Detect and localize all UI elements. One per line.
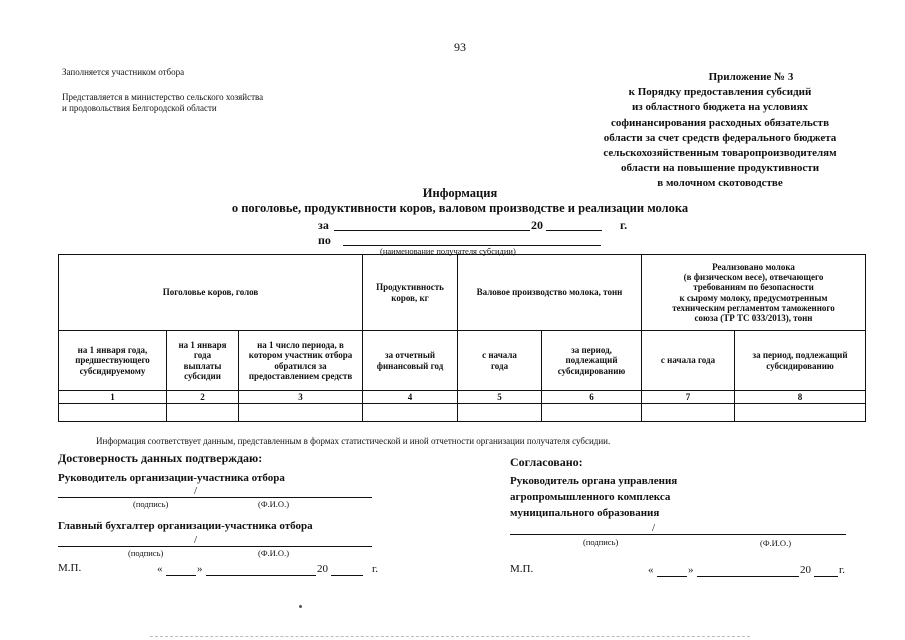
col-header-6 bbox=[542, 331, 642, 391]
date-close-quote-left: » bbox=[197, 563, 203, 575]
table-cell[interactable] bbox=[642, 404, 735, 422]
stamp-label-left: М.П. bbox=[58, 562, 82, 574]
group-livestock-label: Поголовье коров, голов bbox=[162, 287, 259, 298]
agency-title-line1: Руководитель органа управления bbox=[510, 475, 678, 487]
group-sold-line: союза (ТР ТС 033/2013), тонн bbox=[694, 313, 813, 324]
col-header-3 bbox=[239, 331, 363, 391]
date-day-line-left[interactable] bbox=[166, 575, 196, 576]
appendix-line: из областного бюджета на условиях bbox=[631, 101, 809, 114]
appendix-line: области на повышение продуктивности bbox=[620, 162, 820, 175]
col-number: 8 bbox=[735, 391, 866, 404]
agency-signature-slash: / bbox=[652, 522, 656, 534]
appendix-line: сельскохозяйственным товаропроизводителям bbox=[603, 147, 837, 160]
col-header-label: за отчетный финансовый год bbox=[376, 350, 444, 371]
appendix-line: в молочном скотоводстве bbox=[657, 177, 783, 190]
col-number: 3 bbox=[239, 391, 363, 404]
col-number: 6 bbox=[542, 391, 642, 404]
table-cell[interactable] bbox=[363, 404, 458, 422]
head-signature-caption: (подпись) bbox=[133, 499, 169, 509]
head-signature-line[interactable] bbox=[58, 497, 372, 498]
date-year-prefix-right: 20 bbox=[800, 564, 811, 576]
group-gross-label: Валовое производство молока, тонн bbox=[476, 287, 623, 298]
data-table bbox=[58, 254, 866, 422]
table-data-row bbox=[59, 404, 866, 422]
col-header-label: на 1 число периода, в котором участник отбора обратился за предоставлением средств bbox=[248, 339, 353, 381]
table-cell[interactable] bbox=[167, 404, 239, 422]
date-year-line-right[interactable] bbox=[814, 576, 838, 577]
submitted-note-line2: и продовольствия Белгородской области bbox=[62, 103, 217, 113]
col-number: 7 bbox=[642, 391, 735, 404]
scan-edge-mark bbox=[150, 636, 750, 637]
col-header-label: с начала года bbox=[482, 350, 517, 371]
period-fill-line[interactable] bbox=[334, 230, 530, 231]
stamp-label-right: М.П. bbox=[510, 563, 534, 575]
group-livestock-header bbox=[59, 255, 363, 331]
agency-title-line3: муниципального образования bbox=[510, 507, 660, 519]
group-sold-line: к сырому молоку, предусмотренным bbox=[679, 292, 828, 303]
scan-speck bbox=[299, 605, 302, 608]
page-number: 93 bbox=[454, 40, 466, 54]
group-sold-header bbox=[642, 255, 866, 331]
accountant-signature-line[interactable] bbox=[58, 546, 372, 547]
table-numbering-row bbox=[59, 391, 866, 404]
document-subtitle: о поголовье, продуктивности коров, валовом производстве и реализации молока bbox=[231, 201, 689, 215]
filled-by-note: Заполняется участником отбора bbox=[62, 67, 185, 77]
date-month-line-right[interactable] bbox=[697, 576, 799, 577]
col-header-label: на 1 января года выплаты субсидии bbox=[178, 339, 227, 381]
table-cell[interactable] bbox=[239, 404, 363, 422]
appendix-line: к Порядку предоставления субсидий bbox=[628, 86, 812, 99]
col-header-label: за период, подлежащий субсидированию bbox=[557, 344, 626, 376]
col-header-5 bbox=[458, 331, 542, 391]
agency-signature-line[interactable] bbox=[510, 534, 846, 535]
col-header-8 bbox=[735, 331, 866, 391]
group-sold-line: Реализовано молока bbox=[712, 261, 795, 272]
appendix-block bbox=[540, 70, 900, 192]
col-header-7 bbox=[642, 331, 735, 391]
col-number: 1 bbox=[59, 391, 167, 404]
appendix-line: софинансирования расходных обязательств bbox=[610, 116, 830, 129]
head-fio-caption: (Ф.И.О.) bbox=[258, 499, 290, 509]
table-group-header-row bbox=[59, 255, 866, 331]
appendix-line: области за счет средств федерального бюджета bbox=[603, 131, 837, 144]
date-close-quote-right: » bbox=[688, 564, 694, 576]
table-cell[interactable] bbox=[542, 404, 642, 422]
col-header-4 bbox=[363, 331, 458, 391]
period-year-suffix: г. bbox=[620, 218, 628, 232]
info-title-block bbox=[200, 186, 720, 216]
group-gross-header bbox=[458, 255, 642, 331]
date-open-quote-left: « bbox=[157, 563, 163, 575]
period-year-line[interactable] bbox=[546, 230, 602, 231]
col-number: 5 bbox=[458, 391, 542, 404]
col-header-2 bbox=[167, 331, 239, 391]
table-cell[interactable] bbox=[458, 404, 542, 422]
table-column-header-row bbox=[59, 331, 866, 391]
group-sold-line: требованиям по безопасности bbox=[693, 282, 814, 293]
col-number: 2 bbox=[167, 391, 239, 404]
col-header-label: за период, подлежащий субсидированию bbox=[752, 350, 848, 371]
accountant-fio-caption: (Ф.И.О.) bbox=[258, 548, 290, 558]
accountant-signature-caption: (подпись) bbox=[128, 548, 164, 558]
head-title: Руководитель организации-участника отбора bbox=[58, 472, 285, 484]
appendix-line: Приложение № 3 bbox=[708, 71, 794, 83]
date-year-line-left[interactable] bbox=[331, 575, 363, 576]
group-sold-line: техническим регламентом таможенного bbox=[672, 302, 835, 313]
document-title: Информация bbox=[422, 186, 498, 200]
table-cell[interactable] bbox=[59, 404, 167, 422]
agency-title-line2: агропромышленного комплекса bbox=[510, 491, 671, 503]
period-label: за bbox=[318, 218, 329, 232]
period-year-prefix: 20 bbox=[531, 218, 543, 232]
conformity-note: Информация соответствует данным, представленным в формах статистической и иной отчетности организации получателя субсидии. bbox=[96, 436, 611, 446]
group-sold-line: (в физическом весе), отвечающего bbox=[683, 271, 824, 282]
accountant-title: Главный бухгалтер организации-участника отбора bbox=[58, 520, 313, 532]
date-open-quote-right: « bbox=[648, 564, 654, 576]
head-signature-slash: / bbox=[194, 485, 198, 497]
col-header-label: с начала года bbox=[660, 355, 716, 366]
col-header-label: на 1 января года, предшествующего субсидируемому bbox=[75, 344, 150, 376]
date-month-line-left[interactable] bbox=[206, 575, 316, 576]
table-cell[interactable] bbox=[735, 404, 866, 422]
date-year-suffix-left: г. bbox=[372, 563, 379, 575]
agency-fio-caption: (Ф.И.О.) bbox=[760, 538, 792, 548]
recipient-label: по bbox=[318, 233, 331, 247]
group-productivity-header bbox=[363, 255, 458, 331]
date-year-suffix-right: г. bbox=[839, 564, 846, 576]
col-header-1 bbox=[59, 331, 167, 391]
group-productivity-label: Продуктивность коров, кг bbox=[376, 282, 444, 303]
agency-signature-caption: (подпись) bbox=[583, 537, 619, 547]
date-year-prefix-left: 20 bbox=[317, 563, 328, 575]
confirm-heading: Достоверность данных подтверждаю: bbox=[58, 451, 263, 465]
agreed-heading: Согласовано: bbox=[510, 455, 583, 469]
col-number: 4 bbox=[363, 391, 458, 404]
submitted-note-line1: Представляется в министерство сельского хозяйства bbox=[62, 92, 264, 102]
date-day-line-right[interactable] bbox=[657, 576, 687, 577]
recipient-caption: (наименование получателя субсидии) bbox=[380, 246, 516, 256]
accountant-signature-slash: / bbox=[194, 534, 198, 546]
